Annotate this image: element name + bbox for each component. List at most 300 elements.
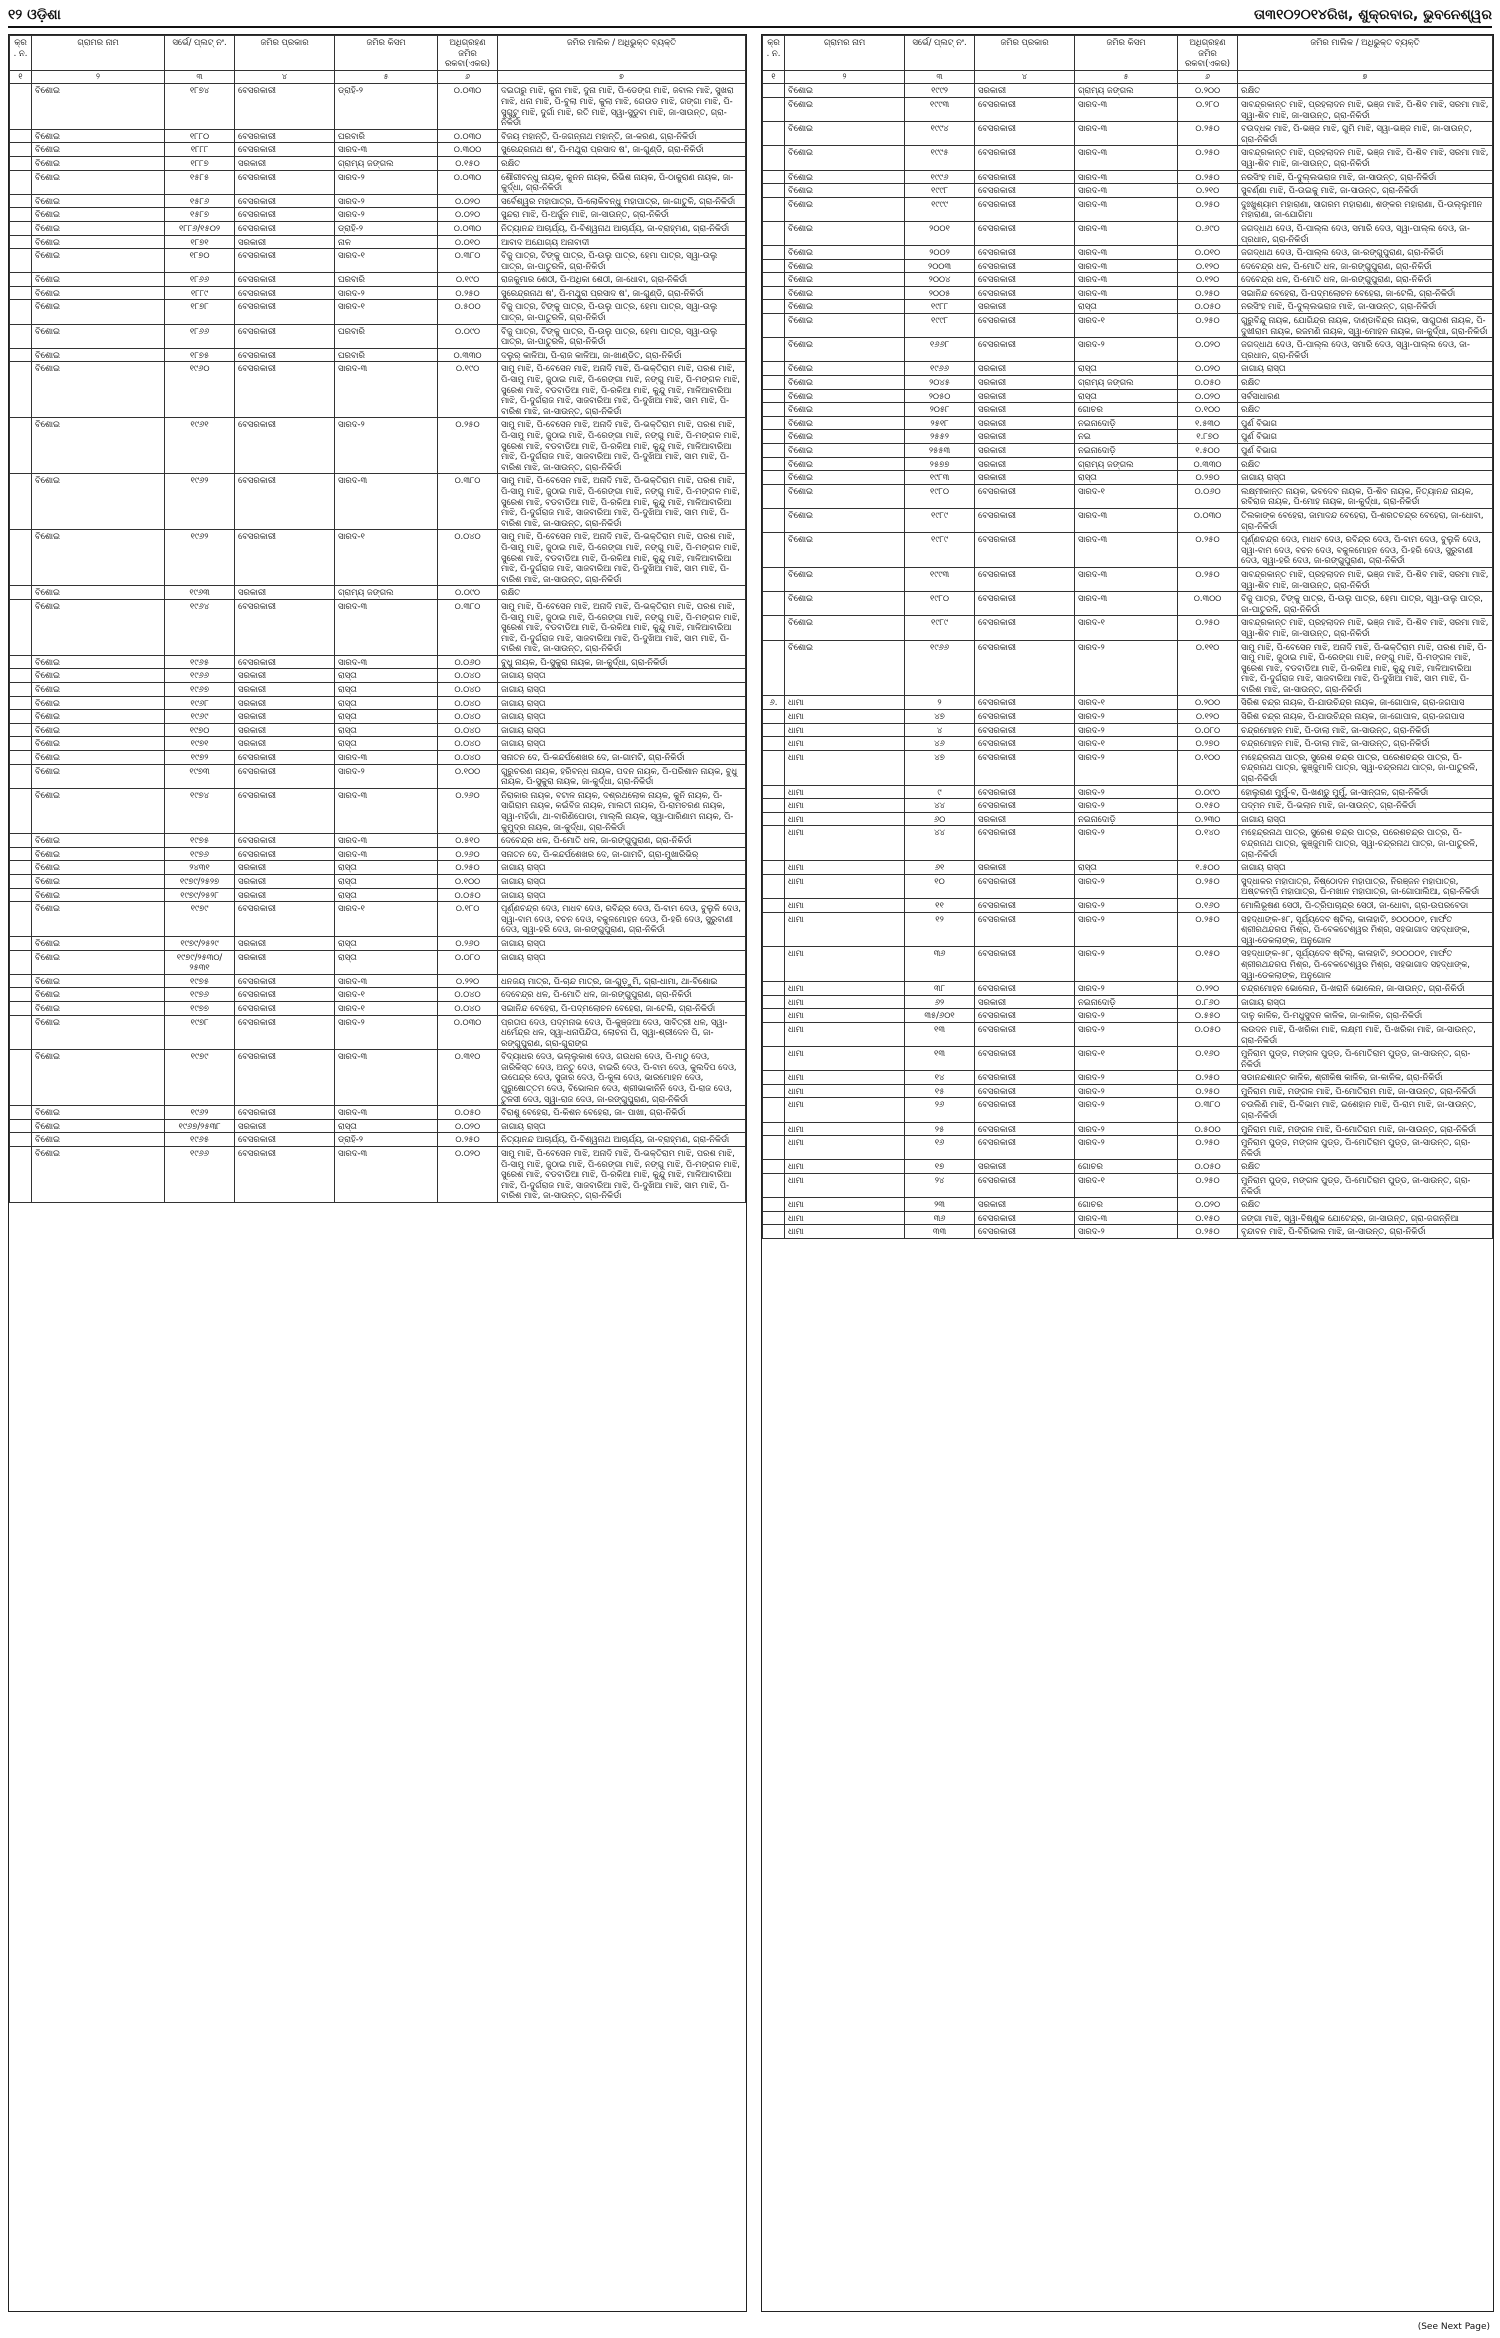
owner-cell: ଜାଗାୟ ରାସ୍ତା: [498, 950, 746, 974]
plot-cell: ୪୪: [905, 826, 975, 861]
table-row: [10, 170, 746, 194]
owner-cell: ଜାଗାୟ ରାସ୍ତା: [1238, 812, 1493, 826]
owner-cell: ଜାଗାୟ ରାସ୍ତା: [498, 683, 746, 697]
village-cell: ଧାମା: [785, 1009, 905, 1023]
area-cell: ୦.୧୨୦: [1178, 710, 1238, 724]
land-type-cell: ସରକାରୀ: [975, 300, 1075, 314]
col-land-type: ଜମିର ପ୍ରକାର: [975, 36, 1075, 71]
area-cell: ୦.୧୨୦: [1178, 273, 1238, 287]
plot-cell: ୧୫୮୫: [165, 170, 235, 194]
plot-cell: ୧୯୭୯: [165, 902, 235, 937]
serial-cell: [763, 471, 785, 485]
area-cell: ୦.୨୫୦: [1178, 1084, 1238, 1098]
area-cell: ୦.୩୮୦: [438, 249, 498, 273]
table-row: [763, 912, 1493, 947]
land-class-cell: ଘରବାରି: [335, 129, 438, 143]
owner-cell: ଜଗଦ୍ଧାଥ ଦେଓ, ପି-ପାଲ୍ଲ ଦେଓ, ସମାରି ଦେଓ, ସ୍ୱା-ପାଲ୍ଲ ଦେଓ, ଜା-ପ୍ରଧାନ, ଗ୍ରା-ନିକିର୍ଡା: [1238, 338, 1493, 362]
serial-cell: [763, 197, 785, 221]
area-cell: ୦.୧୬୦: [1178, 898, 1238, 912]
plot-cell: ୧୯୬୪: [165, 599, 235, 655]
land-type-cell: ବେସରକାରୀ: [975, 1098, 1075, 1122]
land-type-cell: ବେସରକାରୀ: [235, 988, 335, 1002]
land-class-cell: ଡ୍ରାହି-୨: [335, 84, 438, 129]
village-cell: ବିଶୋଇ: [785, 508, 905, 532]
plot-cell: ୧୯୬୦: [165, 362, 235, 418]
land-class-cell: ସାରଦ-୧: [335, 300, 438, 324]
table-row: [763, 592, 1493, 616]
table-row: [10, 834, 746, 848]
table-row: [10, 1133, 746, 1147]
land-class-cell: ରାସ୍ତା: [1075, 861, 1178, 875]
table-row: [10, 764, 746, 788]
owner-cell: ରାଜକୁମାର ଶେଠୀ, ପି-ଅଧିକା ଶେଠୀ, ଜା-ଧୋବା, ଗ୍ରା-ନିକିର୍ଡା: [498, 273, 746, 287]
serial-cell: [763, 826, 785, 861]
table-row: [10, 788, 746, 833]
serial-cell: [10, 1147, 32, 1203]
col-plot: ସର୍ଭେ/ ପ୍ଲଟ୍ ନଂ.: [905, 36, 975, 71]
plot-cell: ୧୮୮୭: [165, 156, 235, 170]
owner-cell: ଦଲୁର୍ କାଳିଆ, ପି-ରାଜ କାଳିଆ, ଜା-ଖାଣ୍ଡିତ, ଗ୍ରା-ନିକିର୍ଡା: [498, 348, 746, 362]
area-cell: ୦.୩୧୦: [438, 1050, 498, 1106]
plot-cell: ୧୩: [905, 1022, 975, 1046]
owner-cell: ଶୌରୀବନ୍ଧୁ ନାୟକ, କୁନନ ନାୟକ, ରିଭିଶ ନାୟକ, ପି-ଠାକୁରାଣ ନାୟକ, ଜା-କୁର୍ଦ୍ଧା, ଗ୍ରା-ନିକିର୍ଡା: [498, 170, 746, 194]
area-cell: ୦.୨୦୦: [1178, 84, 1238, 98]
land-class-cell: ସାରଦ-୨: [1075, 710, 1178, 724]
owner-cell: ସାବନ୍ଦ୍ରକାନ୍ତ ମାଝି, ପ୍ରହଲାଦନ ମାଝି, ଭଞ୍ଜ ମାଝି, ପି-ଶିବ ମାଝି, ସରମା ମାଝି, ସ୍ୱା-ଶିବ ମାଝି, ଜା-ସାଉନ୍ତ, ଗ୍ରା-ନିକିର୍ଡା: [1238, 567, 1493, 591]
col-num: ୩: [165, 70, 235, 84]
plot-cell: ୩୫/୬୦୧: [905, 1009, 975, 1023]
owner-cell: ଦଇତାରୁ ମାଝି, କୁନା ମାଝି, ଦୁନା ମାଝି, ପି-ଡେଙ୍ଗ ମାଝି, ଜବାଲ ମାଝି, ସୁଖରା ମାଝି, ଧନା ମାଝି, ପି-ବୁଲା ମାଝି, କୁଲା ମାଝି, ଗେଉଡ ମାଝି, ଗଙ୍ଗା ମାଝି, ପି-ସୁଗୁଟୁ ମାଝି, ଦୁର୍ଗା ମାଝି, ରତି ମାଝି, ସ୍ୱା-ସୁଡୁବା ମାଝି, ଜା-ସାଉନ୍ତ, ଗ୍ରା-ନିକିର୍ଡା: [498, 84, 746, 129]
serial-cell: [763, 416, 785, 430]
serial-cell: ୬.: [763, 696, 785, 710]
land-class-cell: ସାରଦ-୩: [1075, 533, 1178, 568]
table-row: [763, 710, 1493, 724]
land-class-cell: ସାରଦ-୨: [1075, 1084, 1178, 1098]
land-type-cell: ବେସରକାରୀ: [975, 640, 1075, 696]
plot-cell: ୧୯୭୩: [165, 764, 235, 788]
plot-cell: ୧୨: [905, 912, 975, 947]
table-row: [10, 418, 746, 474]
land-type-cell: ବେସରକାରୀ: [235, 764, 335, 788]
land-class-cell: ଡ୍ରାହି-୨: [335, 221, 438, 235]
table-row: [10, 474, 746, 530]
area-cell: ୦.୦୨୦: [438, 208, 498, 222]
area-cell: ୦.୦୩୦: [438, 84, 498, 129]
table-row: [763, 785, 1493, 799]
land-type-cell: ବେସରକାରୀ: [975, 898, 1075, 912]
table-row: [10, 194, 746, 208]
plot-cell: ୧୯୯୬: [905, 170, 975, 184]
plot-cell: ୧୯୭୭: [165, 1001, 235, 1015]
area-cell: ୦.୨୬୦: [438, 847, 498, 861]
land-class-cell: ରାସ୍ତା: [1075, 300, 1178, 314]
land-type-cell: ବେସରକାରୀ: [975, 1084, 1075, 1098]
land-class-cell: ଘରବାରି: [335, 273, 438, 287]
village-cell: ଧାମା: [785, 1084, 905, 1098]
table-row: [10, 221, 746, 235]
table-row: [10, 988, 746, 1002]
area-cell: ୦.୦୫୦: [1178, 1022, 1238, 1046]
serial-cell: [763, 97, 785, 121]
plot-cell: ୧୮୭୫: [165, 348, 235, 362]
col-num: ୧: [10, 70, 32, 84]
land-type-cell: ସରକାରୀ: [975, 471, 1075, 485]
table-row: [763, 1009, 1493, 1023]
area-cell: ୦.୦୫୦: [438, 1106, 498, 1120]
table-row: [10, 324, 746, 348]
serial-cell: [763, 221, 785, 245]
land-type-cell: ବେସରକାରୀ: [975, 592, 1075, 616]
plot-cell: ୧୯୬୫: [165, 1133, 235, 1147]
serial-cell: [763, 259, 785, 273]
land-class-cell: ରାସ୍ତା: [335, 1119, 438, 1133]
village-cell: ବିଶୋଇ: [785, 471, 905, 485]
area-cell: ୦.୨୫୦: [1178, 170, 1238, 184]
plot-cell: ୧୯୭୪: [165, 788, 235, 833]
table-row: [763, 1084, 1493, 1098]
area-cell: ୦.୨୫୦: [1178, 616, 1238, 640]
owner-cell: ରକ୍ଷିତ: [498, 156, 746, 170]
area-cell: ୦.୦୬୦: [438, 655, 498, 669]
serial-cell: [763, 184, 785, 198]
village-cell: ବିଶୋଇ: [32, 710, 165, 724]
land-class-cell: ସାରଦ-୩: [1075, 259, 1178, 273]
table-row: [10, 208, 746, 222]
owner-cell: ରକ୍ଷିତ: [498, 586, 746, 600]
village-cell: ଧାମା: [785, 710, 905, 724]
plot-cell: ୬୨: [905, 995, 975, 1009]
village-cell: ଧାମା: [785, 861, 905, 875]
col-area: ଅଧିଗ୍ରହଣ ଜମିର ରକବା(ଏକର): [1178, 36, 1238, 71]
owner-cell: ଦେବେନ୍ଦ୍ର ଧଳ, ପି-ମୋତି ଧଳ, ଜା-ରଙ୍ଗୁପୁରାଣ, ଗ୍ରା-ନିକିର୍ଡା: [1238, 273, 1493, 287]
owner-cell: ପୁର୍ଣ ବିଭାଗ: [1238, 444, 1493, 458]
owner-cell: ମୋଲିଭୂଷଣ ସେଠୀ, ପି-ତ୍ରିପାଚାନ୍ଦ୍ର ସେଠୀ, ଜା-ଧୋବା, ଗ୍ରା-ଉପରବେଡା: [1238, 898, 1493, 912]
area-cell: ୦.୨୫୦: [1178, 912, 1238, 947]
land-class-cell: ସାରଦ-୨: [1075, 1136, 1178, 1160]
land-class-cell: ସାରଦ-୨: [1075, 982, 1178, 996]
table-row: [10, 737, 746, 751]
land-type-cell: ବେସରକାରୀ: [975, 1047, 1075, 1071]
land-type-cell: ବେସରକାରୀ: [975, 338, 1075, 362]
plot-cell: ୧୭: [905, 1160, 975, 1174]
plot-cell: ୧୬: [905, 1136, 975, 1160]
area-cell: ୦.୦୩୦: [438, 221, 498, 235]
village-cell: ଧାମା: [785, 1160, 905, 1174]
village-cell: ଧାମା: [785, 826, 905, 861]
village-cell: ଧାମା: [785, 750, 905, 785]
table-row: [10, 861, 746, 875]
area-cell: ୦.୩୮୦: [1178, 1098, 1238, 1122]
serial-cell: [10, 362, 32, 418]
plot-cell: ୧୯୬୧: [165, 418, 235, 474]
area-cell: ୦.୦୫୦: [1178, 376, 1238, 390]
area-cell: ୦.୫୦୦: [438, 300, 498, 324]
plot-cell: ୨୫୫୨: [905, 430, 975, 444]
owner-cell: ବିଜୁ ପାତ୍ର, ଟିଙ୍କୁ ପାତ୍ର, ପି-ଉଲୁ ପାତ୍ର, ହେମା ପାତ୍ର, ସ୍ୱା-ଉଲୁ ପାତ୍ର, ଜା-ପାତୁରଳି, ଗ୍ରା-ନିକିର୍ଡା: [498, 324, 746, 348]
right-column-table-panel: [761, 34, 1494, 2312]
land-class-cell: ରାସ୍ତା: [335, 710, 438, 724]
plot-cell: ୧୬୬୮: [905, 338, 975, 362]
owner-cell: ଧନଜୟ ମାତ୍ର, ପି-ଚାନ୍ଦ ମାତ୍ର, ଜା-ଗୁଡ଼ୁମି, ଗ୍ରା-ଧାମା, ଥା-ବିଶୋଇ: [498, 974, 746, 988]
area-cell: ୦.୦୨୦: [1178, 362, 1238, 376]
col-num: ୨: [32, 70, 165, 84]
village-cell: ବିଶୋଇ: [32, 936, 165, 950]
owner-cell: ସାମୁ ମାଝି, ପି-ବେସେନ ମାଝି, ଅନାଦି ମାଝି, ପି-ଭକ୍ତିରାମ ମାଝି, ପରଶ ମାଝି, ପି-ସାମୁ ମାଝି, ଜୁଠାଇ ମାଝି, ପି-ରେଙ୍ଗା ମାଝି, ନଙ୍ଗୁ ମାଝି, ପି-ମଙ୍ଗଳ ମାଝି, ସୁରେଶ ମାଝି, ବଡବାଡିଆ ମାଝି, ପି-ରକିଆ ମାଝି, କୁନ୍ଦୁ ମାଝି, ମାଳିଆବାରିଆ ମାଝି, ପି-ଦୁର୍ଗରାଜ ମାଝି, ସାଜବାରିଆ ମାଝି, ପି-ଦୁଖିଆ ମାଝି, ସାମ ମାଝି, ପି-ବାରିଶ ମାଝି, ଜା-ସାଉନ୍ତ, ଗ୍ରା-ନିକିର୍ଡା: [498, 474, 746, 530]
land-class-cell: ରାସ୍ତା: [335, 874, 438, 888]
land-type-cell: ବେସରକାରୀ: [975, 170, 1075, 184]
serial-cell: [763, 403, 785, 417]
plot-cell: ୩୩: [905, 1225, 975, 1239]
land-class-cell: ସାରଦ-୩: [1075, 567, 1178, 591]
serial-cell: [763, 812, 785, 826]
area-cell: ୦.୦୮୦: [1178, 723, 1238, 737]
land-class-cell: ସାରଦ-୩: [335, 362, 438, 418]
table-row: [10, 874, 746, 888]
land-class-cell: ସାରଦ-୨: [1075, 1225, 1178, 1239]
land-class-cell: ସାରଦ-୩: [1075, 221, 1178, 245]
col-serial: କ୍ର. ନ.: [10, 36, 32, 71]
land-type-cell: ବେସରକାରୀ: [975, 286, 1075, 300]
land-class-cell: ନଇନାଦୋଡ଼ି: [1075, 444, 1178, 458]
owner-cell: ବୃନ୍ଦାବନ ମାଝି, ପି-ବିରିଭାଲ ମାଝି, ଜା-ସାଉନ୍ତ, ଗ୍ରା-ନିକିର୍ଡା: [1238, 1225, 1493, 1239]
land-class-cell: ଡ୍ରାହି-୨: [335, 1133, 438, 1147]
area-cell: ୦.୦୨୦: [438, 1147, 498, 1203]
plot-cell: ୩୬: [905, 947, 975, 982]
area-cell: ୦.୩୩୦: [1178, 457, 1238, 471]
land-class-cell: ସାରଦ-୧: [335, 1001, 438, 1015]
plot-cell: ୧୯୬୨: [165, 474, 235, 530]
land-class-cell: ସାରଦ-୧: [335, 249, 438, 273]
area-cell: ୦.୧୦୦: [1178, 403, 1238, 417]
land-class-cell: ସାରଦ-୧: [335, 988, 438, 1002]
serial-cell: [10, 737, 32, 751]
land-type-cell: ବେସରକାରୀ: [235, 974, 335, 988]
plot-cell: ୨୩: [905, 1198, 975, 1212]
owner-cell: ଜାଗାୟ ରାସ୍ତା: [498, 669, 746, 683]
land-class-cell: ସାରଦ-୩: [1075, 184, 1178, 198]
village-cell: ଧାମା: [785, 912, 905, 947]
plot-cell: ୨୦୪୫: [905, 376, 975, 390]
land-class-cell: ସାରଦ-୩: [1075, 197, 1178, 221]
owner-cell: ଜାଗାୟ ରାସ୍ତା: [498, 737, 746, 751]
plot-cell: ୧୯୮୩: [905, 471, 975, 485]
owner-cell: ସନାତନ ଦେ, ପି-କନ୍ଦର୍ପଶେଖର ଦେ, ଜା-ଗାମଟି, ଗ୍ରା-ନିକିର୍ଡା: [498, 751, 746, 765]
plot-cell: ୧୫୮୬: [165, 194, 235, 208]
table-row: [763, 533, 1493, 568]
serial-cell: [10, 208, 32, 222]
land-type-cell: ବେସରକାରୀ: [235, 902, 335, 937]
land-type-cell: ବେସରକାରୀ: [975, 533, 1075, 568]
land-type-cell: ସରକାରୀ: [235, 586, 335, 600]
table-row: [10, 683, 746, 697]
serial-cell: [10, 710, 32, 724]
table-row: [763, 97, 1493, 121]
table-row: [10, 286, 746, 300]
plot-cell: ୧୮୮୮: [165, 143, 235, 157]
owner-cell: ସାମୁ ମାଝି, ପି-ବେସେନ ମାଝି, ଅନାଦି ମାଝି, ପି-ଭକ୍ତିରାମ ମାଝି, ପରଶ ମାଝି, ପି-ସାମୁ ମାଝି, ଜୁଠାଇ ମାଝି, ପି-ରେଙ୍ଗା ମାଝି, ନଙ୍ଗୁ ମାଝି, ପି-ମଙ୍ଗଳ ମାଝି, ସୁରେଶ ମାଝି, ବଡବାଡିଆ ମାଝି, ପି-ରକିଆ ମାଝି, କୁନ୍ଦୁ ମାଝି, ମାଳିଆବାରିଆ ମାଝି, ପି-ଦୁର୍ଗରାଜ ମାଝି, ସାଜବାରିଆ ମାଝି, ପି-ଦୁଖିଆ ମାଝି, ସାମ ମାଝି, ପି-ବାରିଶ ମାଝି, ଜା-ସାଉନ୍ତ, ଗ୍ରା-ନିକିର୍ଡା: [498, 599, 746, 655]
village-cell: ଧାମା: [785, 1047, 905, 1071]
owner-cell: ଜାଗାୟ ରାସ୍ତା: [498, 1119, 746, 1133]
plot-cell: ୨: [905, 696, 975, 710]
table-row: [763, 184, 1493, 198]
plot-cell: ୧୫୮୭: [165, 208, 235, 222]
table-header-row: [763, 36, 1493, 71]
area-cell: ୦.୦୫୦: [1178, 1160, 1238, 1174]
plot-cell: ୯: [905, 785, 975, 799]
table-row: [763, 146, 1493, 170]
serial-cell: [763, 640, 785, 696]
land-type-cell: ସରକାରୀ: [235, 696, 335, 710]
land-class-cell: ସାରଦ-୨: [335, 1015, 438, 1050]
village-cell: ବିଶୋଇ: [32, 888, 165, 902]
owner-cell: ସନାତନ ଦେ, ପି-କନ୍ଦର୍ପଶେଖର ଦେ, ଜା-ଗାମଟି, ଗ୍ରା-ମୁଖାରିଭିର୍: [498, 847, 746, 861]
plot-cell: ୧୯୬୯: [165, 710, 235, 724]
area-cell: ୦.୦୨୦: [1178, 338, 1238, 362]
owner-cell: ଦେବେନ୍ଦ୍ର ଧଳ, ପି-ମୋତି ଧଳ, ଜା-ରଙ୍ଗୁପୁରାଣ, ଗ୍ରା-ନିକିର୍ଡା: [498, 988, 746, 1002]
col-num: ୬: [1178, 70, 1238, 84]
land-type-cell: ବେସରକାରୀ: [975, 723, 1075, 737]
village-cell: ଧାମା: [785, 1198, 905, 1212]
serial-cell: [10, 950, 32, 974]
land-class-cell: ସାରଦ-୩: [1075, 286, 1178, 300]
serial-cell: [763, 1225, 785, 1239]
land-type-cell: ସରକାରୀ: [975, 444, 1075, 458]
table-row: [10, 696, 746, 710]
village-cell: ବିଶୋଇ: [785, 640, 905, 696]
land-class-cell: ଗୋଚର: [1075, 1198, 1178, 1212]
owner-cell: ସୁନ୍ଦରା ମାଝି, ପି-ଅର୍ଜୁନ ମାଝି, ଜା-ସାଉନ୍ତ, ଗ୍ରା-ନିକିର୍ଡା: [498, 208, 746, 222]
land-type-cell: ବେସରକାରୀ: [975, 197, 1075, 221]
village-cell: ବିଶୋଇ: [785, 300, 905, 314]
village-cell: ବିଶୋଇ: [785, 338, 905, 362]
village-cell: ବିଶୋଇ: [32, 1147, 165, 1203]
plot-cell: ୧୫: [905, 1084, 975, 1098]
owner-cell: ସହଦ୍ଧାଙ୍କ-୫୮, ସୂର୍ଯ୍ୟଦେବ ଷ୍ଟିଲ୍, କାଳାହାଟି, ୭୦୦୦୦୧, ମାର୍ଫତ ଶ୍ରୀରଥନ୍ଦରପ ମିଶ୍ର, ପି-ବେକଟେଶ୍ୱର ମିଶ୍ର, ସହଭାଗାଦ ସହଦ୍ଧାଙ୍କ, ସ୍ୱା-ଡେକଲାଙ୍କ, ଅନୁଗୋଳ: [1238, 912, 1493, 947]
plot-cell: ୨୦୦୨: [905, 246, 975, 260]
land-class-cell: ରାସ୍ତା: [335, 696, 438, 710]
table-row: [10, 888, 746, 902]
serial-cell: [10, 1050, 32, 1106]
area-cell: ୦.୨୧୦: [1178, 184, 1238, 198]
area-cell: ୦.୨୫୦: [438, 861, 498, 875]
land-class-cell: ସାରଦ-୨: [1075, 1071, 1178, 1085]
village-cell: ବିଶୋଇ: [785, 84, 905, 98]
serial-cell: [763, 1198, 785, 1212]
serial-cell: [10, 1106, 32, 1120]
serial-cell: [10, 902, 32, 937]
plot-cell: ୪୭: [905, 750, 975, 785]
table-row: [763, 471, 1493, 485]
village-cell: ବିଶୋଇ: [32, 362, 165, 418]
land-class-cell: ସାରଦ-୧: [1075, 484, 1178, 508]
land-class-cell: ସାରଦ-୩: [335, 143, 438, 157]
village-cell: ବିଶୋଇ: [32, 974, 165, 988]
village-cell: ବିଶୋଇ: [32, 249, 165, 273]
land-type-cell: ବେସରକାରୀ: [235, 208, 335, 222]
land-class-cell: ସାରଦ-୨: [1075, 874, 1178, 898]
land-class-cell: ରାସ୍ତା: [335, 888, 438, 902]
owner-cell: ସାବନ୍ଦ୍ରକାନ୍ତ ମାଝି, ପ୍ରହଲାଦନ ମାଝି, ଭଞ୍ଜ ମାଝି, ପି-ଶିବ ମାଝି, ସରମା ମାଝି, ସ୍ୱା-ଶିବ ମାଝି, ଜା-ସାଉନ୍ତ, ଗ୍ରା-ନିକିର୍ଡା: [1238, 616, 1493, 640]
village-cell: ବିଶୋଇ: [32, 143, 165, 157]
land-class-cell: ଗୋଚର: [1075, 1160, 1178, 1174]
land-type-cell: ବେସରକାରୀ: [235, 1147, 335, 1203]
plot-cell: ୬୦: [905, 812, 975, 826]
area-cell: ୦.୦୪୦: [438, 696, 498, 710]
serial-cell: [763, 84, 785, 98]
land-type-cell: ବେସରକାରୀ: [235, 1050, 335, 1106]
land-type-cell: ବେସରକାରୀ: [975, 567, 1075, 591]
owner-cell: ସଇାନିନ୍ଦ ବେହେରା, ପି-ପଦ୍ମଲୋଚନ ବେହେରା, ଜା-ଟେଲି, ଗ୍ରା-ନିକିର୍ଡା: [498, 1001, 746, 1015]
owner-cell: ନିତ୍ୟାନନ୍ଦ ଆଚାର୍ଯ୍ୟ, ପି-ବିଶ୍ୱନାଥ ଆଚାର୍ଯ୍ୟ, ଜା-ବ୍ରାହ୍ମଣ, ଗ୍ରା-ନିକିର୍ଡା: [498, 1133, 746, 1147]
area-cell: ୦.୨୫୦: [1178, 874, 1238, 898]
serial-cell: [10, 1133, 32, 1147]
village-cell: ବିଶୋଇ: [32, 988, 165, 1002]
table-row: [763, 1071, 1493, 1085]
serial-cell: [10, 861, 32, 875]
village-cell: ଧାମା: [785, 799, 905, 813]
village-cell: ବିଶୋଇ: [785, 533, 905, 568]
page-number-label: ୧୨ ଓଡ଼ିଶା: [8, 7, 61, 23]
owner-cell: ଗୁରୁଚରଣ ନାୟକ, ହରିବନ୍ଧ ନାୟକ, ପଦନ ନାୟକ, ପି-ପରିଶାନ ନାୟକ, ବୁଧୁ ନାୟକ, ପି-ସୁକୁରା ନାୟକ, ଜା-କୁର୍ଦ୍ଧା, ଗ୍ରା-ନିକିର୍ଡା: [498, 764, 746, 788]
table-row: [763, 567, 1493, 591]
col-owner: ଜମିର ମାଲିକ / ଅଧିଭୁକ୍ତ ବ୍ୟକ୍ତି: [498, 36, 746, 71]
land-type-cell: ବେସରକାରୀ: [975, 259, 1075, 273]
col-land-type: ଜମିର ପ୍ରକାର: [235, 36, 335, 71]
owner-cell: ବଉଦ୍ଧକ ମାଝି, ପି-ଭଞ୍ଜ ମାଝି, ଗୁମି ମାଝି, ସ୍ୱା-ଭଞ୍ଜ ମାଝି, ଜା-ସାଉନ୍ତ, ଗ୍ରା-ନିକିର୍ଡା: [1238, 122, 1493, 146]
owner-cell: ସାବନ୍ଦ୍ରକାନ୍ତ ମାଝି, ପ୍ରହଲାଦନ ମାଝି, ଭଞ୍ଜ ମାଝି, ପି-ଶିବ ମାଝି, ସରମା ମାଝି, ସ୍ୱା-ଶିବ ମାଝି, ଜା-ସାଉନ୍ତ, ଗ୍ରା-ନିକିର୍ଡା: [1238, 97, 1493, 121]
owner-cell: ଦୁଃଖୁଶ୍ୟାମ ମହାରାଣା, ସାଗରମ ମହାରାଣା, ଶଙ୍କର ମହାରାଣା, ପି-ଉଲ୍ଲୁମୀନ ମହାରାଣା, ଜା-ଯୋଗିମା: [1238, 197, 1493, 221]
plot-cell: ୨୦୦୩: [905, 259, 975, 273]
table-row: [10, 129, 746, 143]
plot-cell: ୧୯୭୯: [165, 1050, 235, 1106]
owner-cell: ସହଦ୍ଧାଙ୍କ-୫୮, ସୂର୍ଯ୍ୟଦେବ ଷ୍ଟିଲ୍, କାଳାହାଟି, ୭୦୦୦୦୧, ମାର୍ଫତ ଶ୍ରୀରଥନ୍ଦରପ ମିଶ୍ର, ପି-ବେକଟେଶ୍ୱର ମିଶ୍ର, ସହଭାଗାଦ ସହଦ୍ଧାଙ୍କ, ସ୍ୱା-ଡେକଲାଙ୍କ, ଅନୁଗୋଳ: [1238, 947, 1493, 982]
land-class-cell: ଘରବାରି: [335, 348, 438, 362]
owner-cell: ଲକ୍ଷ୍ମୀକାନ୍ତ ନାୟକ, ଭବଦେବ ନାୟକ, ପି-ଶିବ ନାୟକ, ନିତ୍ୟାନନ୍ଦ ନାୟକ, ରବିରାଜ ନାୟକ, ପି-ମୋହ ନାୟକ, ଜା-କୁର୍ଦ୍ଧା, ଗ୍ରା-ନିକିର୍ଡା: [1238, 484, 1493, 508]
serial-cell: [10, 599, 32, 655]
owner-cell: ଚଉଲିଣି ମାଝି, ପି-ବିଭାମ ମାଝି, ଇଶେହାନ ମାଝି, ପି-ରାମ ମାଝି, ଜା-ସାଉନ୍ତ, ଗ୍ରା-ନିକିର୍ଡା: [1238, 1098, 1493, 1122]
land-class-cell: ସାରଦ-୨: [335, 418, 438, 474]
serial-cell: [10, 1001, 32, 1015]
land-class-cell: ସାରଦ-୩: [335, 834, 438, 848]
serial-cell: [10, 129, 32, 143]
land-type-cell: ବେସରକାରୀ: [975, 874, 1075, 898]
village-cell: ବିଶୋଇ: [32, 737, 165, 751]
area-cell: ୦.୦୪୦: [438, 723, 498, 737]
plot-cell: ୨୦୦୪: [905, 273, 975, 287]
owner-cell: ସର୍ବସାଧାରଣ: [1238, 389, 1493, 403]
land-type-cell: ସରକାରୀ: [975, 1198, 1075, 1212]
serial-cell: [10, 300, 32, 324]
land-type-cell: ସରକାରୀ: [235, 669, 335, 683]
village-cell: ବିଶୋଇ: [785, 122, 905, 146]
land-type-cell: ବେସରକାରୀ: [235, 273, 335, 287]
land-class-cell: ରାସ୍ତା: [335, 950, 438, 974]
land-type-cell: ସରକାରୀ: [975, 389, 1075, 403]
plot-cell: ୪: [905, 723, 975, 737]
plot-cell: ୧୯୬୭: [165, 683, 235, 697]
owner-cell: ନିତ୍ୟାନନ୍ଦ ଆଚାର୍ଯ୍ୟ, ପି-ବିଶ୍ୱନାଥ ଆଚାର୍ଯ୍ୟ, ଜା-ବ୍ରାହ୍ମଣ, ଗ୍ରା-ନିକିର୍ଡା: [498, 221, 746, 235]
land-class-cell: ସାରଦ-୨: [335, 194, 438, 208]
table-row: [763, 696, 1493, 710]
area-cell: ୦.୨୫୦: [1178, 1225, 1238, 1239]
serial-cell: [763, 1071, 785, 1085]
area-cell: ୦.୦୪୦: [438, 988, 498, 1002]
village-cell: ବିଶୋଇ: [785, 286, 905, 300]
land-type-cell: ସରକାରୀ: [975, 362, 1075, 376]
village-cell: ଧାମା: [785, 1022, 905, 1046]
serial-cell: [763, 1211, 785, 1225]
plot-cell: ୧୮୭୮: [165, 300, 235, 324]
